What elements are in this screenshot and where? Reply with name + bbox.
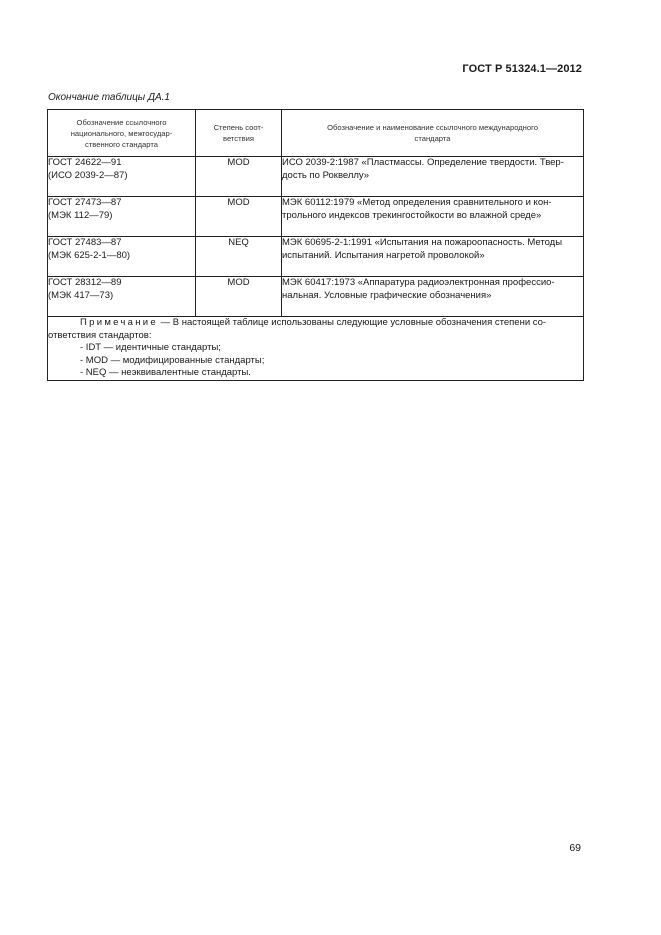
- note-list-item: - NEQ — неэквивалентные стандарты.: [80, 367, 251, 378]
- international-standard-cell: [282, 157, 584, 197]
- header-line: Обозначение и наименование ссылочного международного: [327, 123, 538, 132]
- header-line: стандарта: [414, 134, 451, 143]
- international-standard-line: испытаний. Испытания нагретой проволокой»: [282, 249, 485, 261]
- note-list-item: - MOD — модифицированные стандарты;: [80, 354, 265, 366]
- table-row: [48, 157, 584, 197]
- header-international-standard: [282, 110, 584, 157]
- international-standard-line: нальная. Условные графические обозначения»: [282, 289, 492, 301]
- national-standard-code: ГОСТ 27483—87: [48, 237, 122, 248]
- note-list-item: - IDT — идентичные стандарты;: [80, 342, 221, 353]
- national-standard-equivalent: (МЭК 112—79): [48, 209, 113, 221]
- reference-standards-table: [47, 109, 584, 381]
- note-label: Примечание: [80, 317, 158, 328]
- national-standard-equivalent: (ИСО 2039-2—87): [48, 169, 128, 181]
- international-standard-line: МЭК 60417:1973 «Аппаратура радиоэлектронная профессио-: [282, 277, 555, 288]
- header-line: ственного стандарта: [85, 139, 158, 149]
- degree-cell: MOD: [196, 157, 282, 197]
- national-standard-cell: [48, 237, 196, 277]
- international-standard-cell: [282, 237, 584, 277]
- page-number: 69: [569, 842, 581, 854]
- national-standard-code: ГОСТ 24622—91: [48, 157, 122, 168]
- header-line: ветствия: [223, 134, 254, 143]
- header-national-standard: [48, 110, 196, 157]
- degree-cell: NEQ: [196, 237, 282, 277]
- table-note-row: [48, 317, 584, 381]
- national-standard-cell: [48, 157, 196, 197]
- table-caption: Окончание таблицы ДА.1: [48, 92, 170, 103]
- table-row: [48, 237, 584, 277]
- international-standard-line: ИСО 2039-2:1987 «Пластмассы. Определение твердости. Твер-: [282, 157, 564, 168]
- international-standard-line: МЭК 60695-2-1:1991 «Испытания на пожароопасность. Методы: [282, 237, 563, 248]
- international-standard-line: МЭК 60112:1979 «Метод определения сравнительного и кон-: [282, 197, 552, 208]
- header-line: Степень соот-: [213, 123, 264, 132]
- international-standard-line: трольного индексов трекингостойкости во влажной среде»: [282, 209, 542, 221]
- degree-cell: MOD: [196, 197, 282, 237]
- national-standard-equivalent: (МЭК 417—73): [48, 289, 114, 301]
- table-note: [48, 317, 584, 381]
- note-second-line: ответствия стандартов:: [48, 329, 152, 341]
- national-standard-equivalent: (МЭК 625-2-1—80): [48, 249, 131, 261]
- international-standard-line: дость по Роквеллу»: [282, 169, 370, 181]
- degree-cell: MOD: [196, 277, 282, 317]
- national-standard-code: ГОСТ 28312—89: [48, 277, 122, 288]
- header-line: национального, межгосудар-: [70, 128, 173, 138]
- table-row: [48, 277, 584, 317]
- header-line: Обозначение ссылочного: [76, 117, 167, 127]
- national-standard-cell: [48, 197, 196, 237]
- international-standard-cell: [282, 197, 584, 237]
- note-text: — В настоящей таблице использованы следующие условные обозначения степени со-: [158, 317, 547, 328]
- national-standard-code: ГОСТ 27473—87: [48, 197, 122, 208]
- international-standard-cell: [282, 277, 584, 317]
- table-header-row: [48, 110, 584, 157]
- national-standard-cell: [48, 277, 196, 317]
- table-row: [48, 197, 584, 237]
- document-standard-code: ГОСТ Р 51324.1—2012: [462, 63, 582, 75]
- note-first-line: [48, 317, 583, 330]
- header-degree-of-correspondence: [196, 110, 282, 157]
